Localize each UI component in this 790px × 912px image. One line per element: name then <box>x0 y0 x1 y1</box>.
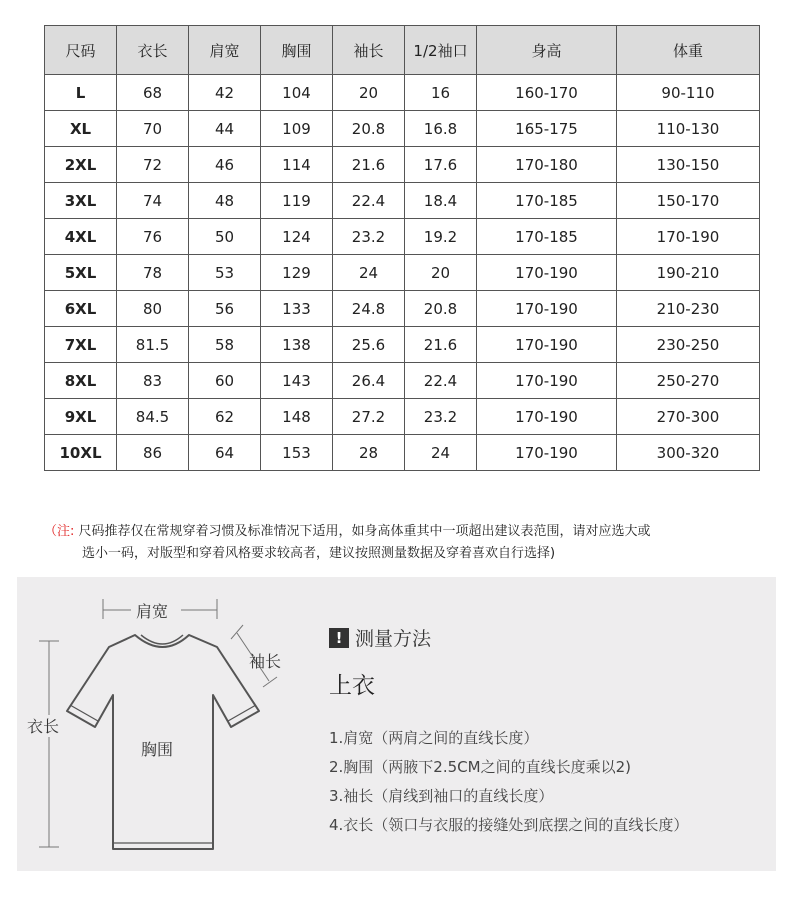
table-cell: 81.5 <box>117 327 189 363</box>
method-title: 上衣 <box>329 673 375 699</box>
length-arrow <box>39 641 59 847</box>
table-row <box>45 183 760 219</box>
table-row <box>45 147 760 183</box>
table-cell: 24.8 <box>333 291 405 327</box>
table-cell: 170-190 <box>477 363 617 399</box>
label-shoulder: 肩宽 <box>136 602 169 621</box>
table-cell: L <box>45 75 117 111</box>
table-row <box>45 75 760 111</box>
table-cell: 28 <box>333 435 405 471</box>
table-row <box>45 363 760 399</box>
table-cell: 119 <box>261 183 333 219</box>
table-cell: 86 <box>117 435 189 471</box>
table-cell: 20 <box>333 75 405 111</box>
table-cell: 20.8 <box>405 291 477 327</box>
table-cell: 7XL <box>45 327 117 363</box>
table-cell: 17.6 <box>405 147 477 183</box>
table-cell: 26.4 <box>333 363 405 399</box>
table-cell: 60 <box>189 363 261 399</box>
measurement-method <box>329 624 769 840</box>
table-row <box>45 291 760 327</box>
table-cell: 76 <box>117 219 189 255</box>
table-cell: 64 <box>189 435 261 471</box>
table-cell: 153 <box>261 435 333 471</box>
note-label: 注: <box>57 524 75 539</box>
table-row <box>45 219 760 255</box>
method-item-chest: 2.胸围（两腋下2.5CM之间的直线长度乘以2) <box>329 758 631 776</box>
table-cell: 83 <box>117 363 189 399</box>
table-cell: 170-190 <box>477 291 617 327</box>
table-cell: 78 <box>117 255 189 291</box>
table-cell: 210-230 <box>617 291 760 327</box>
table-cell: 90-110 <box>617 75 760 111</box>
table-cell: 24 <box>333 255 405 291</box>
table-cell: 170-180 <box>477 147 617 183</box>
method-item-length: 4.衣长（领口与衣服的接缝处到底摆之间的直线长度） <box>329 816 689 834</box>
table-cell: 3XL <box>45 183 117 219</box>
table-cell: 22.4 <box>333 183 405 219</box>
table-cell: 21.6 <box>405 327 477 363</box>
table-cell: 148 <box>261 399 333 435</box>
table-cell: 170-190 <box>477 399 617 435</box>
table-cell: 48 <box>189 183 261 219</box>
measurement-panel <box>17 577 776 871</box>
table-cell: 70 <box>117 111 189 147</box>
table-cell: 114 <box>261 147 333 183</box>
label-sleeve: 袖长 <box>249 652 282 671</box>
method-heading <box>329 624 769 651</box>
exclamation-icon: ! <box>329 628 349 648</box>
header-chest: 胸围 <box>261 26 333 75</box>
table-row <box>45 399 760 435</box>
method-list <box>329 724 769 840</box>
table-cell: 104 <box>261 75 333 111</box>
table-cell: 170-190 <box>477 255 617 291</box>
table-cell: 58 <box>189 327 261 363</box>
method-item-sleeve: 3.袖长（肩线到袖口的直线长度） <box>329 787 554 805</box>
label-chest: 胸围 <box>141 740 174 759</box>
header-sleeve: 袖长 <box>333 26 405 75</box>
table-row <box>45 255 760 291</box>
table-cell: 19.2 <box>405 219 477 255</box>
table-cell: 170-185 <box>477 183 617 219</box>
table-cell: 130-150 <box>617 147 760 183</box>
table-cell: 110-130 <box>617 111 760 147</box>
table-header-row <box>45 26 760 75</box>
table-cell: 44 <box>189 111 261 147</box>
table-cell: 143 <box>261 363 333 399</box>
table-cell: 170-190 <box>617 219 760 255</box>
table-cell: 133 <box>261 291 333 327</box>
table-cell: 27.2 <box>333 399 405 435</box>
table-cell: 16.8 <box>405 111 477 147</box>
table-cell: 53 <box>189 255 261 291</box>
table-cell: 9XL <box>45 399 117 435</box>
table-cell: 170-185 <box>477 219 617 255</box>
table-cell: 22.4 <box>405 363 477 399</box>
table-cell: 170-190 <box>477 327 617 363</box>
note-line-2: 选小一码，对版型和穿着风格要求较高者，建议按照测量数据及穿着喜欢自行选择) <box>82 546 556 561</box>
header-size: 尺码 <box>45 26 117 75</box>
table-cell: 6XL <box>45 291 117 327</box>
table-cell: 5XL <box>45 255 117 291</box>
table-row <box>45 435 760 471</box>
header-half-cuff: 1/2袖口 <box>405 26 477 75</box>
table-cell: 25.6 <box>333 327 405 363</box>
header-shoulder: 肩宽 <box>189 26 261 75</box>
note-open-paren: （ <box>44 524 58 539</box>
table-cell: 190-210 <box>617 255 760 291</box>
table-cell: 124 <box>261 219 333 255</box>
table-cell: 72 <box>117 147 189 183</box>
table-cell: 42 <box>189 75 261 111</box>
table-cell: 10XL <box>45 435 117 471</box>
table-cell: 165-175 <box>477 111 617 147</box>
table-cell: 20.8 <box>333 111 405 147</box>
table-cell: 109 <box>261 111 333 147</box>
table-cell: 16 <box>405 75 477 111</box>
table-cell: 2XL <box>45 147 117 183</box>
table-cell: 18.4 <box>405 183 477 219</box>
header-height: 身高 <box>477 26 617 75</box>
table-cell: 300-320 <box>617 435 760 471</box>
table-row <box>45 111 760 147</box>
table-cell: 4XL <box>45 219 117 255</box>
table-cell: 8XL <box>45 363 117 399</box>
table-cell: 150-170 <box>617 183 760 219</box>
table-cell: 20 <box>405 255 477 291</box>
table-cell: 62 <box>189 399 261 435</box>
table-cell: 129 <box>261 255 333 291</box>
tshirt-diagram <box>17 577 317 871</box>
size-chart-table <box>44 25 760 471</box>
table-cell: XL <box>45 111 117 147</box>
table-row <box>45 327 760 363</box>
table-cell: 46 <box>189 147 261 183</box>
note-line-1: 尺码推荐仅在常规穿着习惯及标准情况下适用，如身高体重其中一项超出建议表范围，请对应选大或 <box>78 524 651 539</box>
table-cell: 74 <box>117 183 189 219</box>
table-cell: 250-270 <box>617 363 760 399</box>
label-length: 衣长 <box>27 717 60 736</box>
table-cell: 24 <box>405 435 477 471</box>
table-cell: 138 <box>261 327 333 363</box>
table-cell: 230-250 <box>617 327 760 363</box>
method-item-shoulder: 1.肩宽（两肩之间的直线长度） <box>329 729 539 747</box>
size-note <box>44 521 764 565</box>
table-cell: 21.6 <box>333 147 405 183</box>
table-cell: 160-170 <box>477 75 617 111</box>
table-cell: 170-190 <box>477 435 617 471</box>
header-length: 衣长 <box>117 26 189 75</box>
table-cell: 80 <box>117 291 189 327</box>
table-cell: 23.2 <box>405 399 477 435</box>
table-cell: 270-300 <box>617 399 760 435</box>
method-heading-text: 测量方法 <box>355 628 432 650</box>
table-cell: 23.2 <box>333 219 405 255</box>
header-weight: 体重 <box>617 26 760 75</box>
table-cell: 50 <box>189 219 261 255</box>
table-cell: 84.5 <box>117 399 189 435</box>
table-cell: 56 <box>189 291 261 327</box>
table-cell: 68 <box>117 75 189 111</box>
